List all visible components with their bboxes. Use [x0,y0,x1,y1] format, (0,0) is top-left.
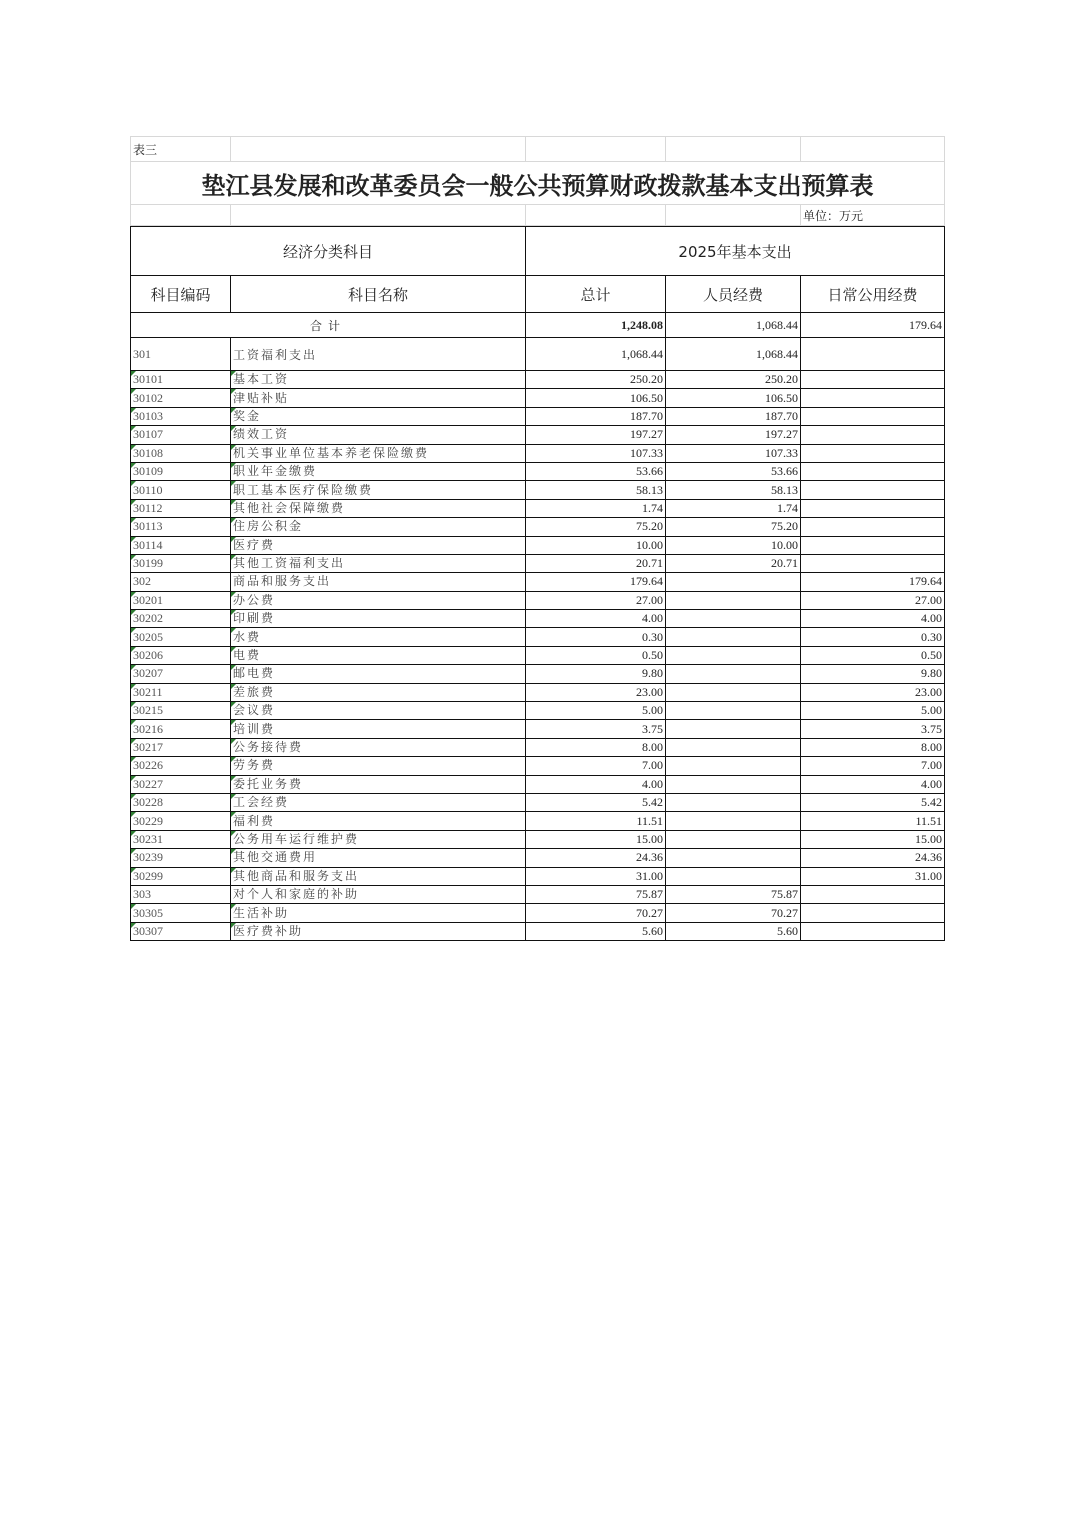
row-personnel [666,849,801,867]
row-total: 0.50 [526,646,666,664]
row-code: 30112 [131,499,231,517]
total-total: 1,248.08 [526,313,666,338]
row-name: 电费 [231,646,526,664]
table-row [131,665,945,683]
row-total: 107.33 [526,444,666,462]
row-code: 30239 [131,849,231,867]
row-total: 27.00 [526,591,666,609]
row-personnel: 106.50 [666,389,801,407]
row-personnel [666,775,801,793]
row-personnel: 58.13 [666,481,801,499]
row-name: 职业年金缴费 [231,462,526,480]
row-total: 4.00 [526,610,666,628]
row-total: 75.20 [526,518,666,536]
table-row [131,702,945,720]
table-row [131,573,945,591]
table-row [131,554,945,572]
row-total: 75.87 [526,885,666,903]
row-public [801,499,945,517]
table-row [131,499,945,517]
row-code: 30206 [131,646,231,664]
row-personnel [666,665,801,683]
row-name: 职工基本医疗保险缴费 [231,481,526,499]
row-public [801,389,945,407]
header-public: 日常公用经费 [801,276,945,313]
row-name: 工资福利支出 [231,338,526,371]
row-name: 住房公积金 [231,518,526,536]
header-total: 总计 [526,276,666,313]
row-public: 0.50 [801,646,945,664]
row-code: 30305 [131,904,231,922]
row-name: 会议费 [231,702,526,720]
row-total: 8.00 [526,738,666,756]
row-personnel [666,573,801,591]
row-name: 其他工资福利支出 [231,554,526,572]
row-name: 培训费 [231,720,526,738]
table-row [131,793,945,811]
row-code: 30103 [131,407,231,425]
row-total: 5.42 [526,793,666,811]
header-economic-classification: 经济分类科目 [131,227,526,276]
row-public: 8.00 [801,738,945,756]
row-name: 工会经费 [231,793,526,811]
row-code: 30307 [131,922,231,940]
row-public [801,904,945,922]
row-name: 医疗费补助 [231,922,526,940]
row-personnel: 250.20 [666,371,801,389]
row-personnel [666,646,801,664]
row-code: 30107 [131,426,231,444]
table-row [131,922,945,940]
row-code: 30226 [131,757,231,775]
row-personnel [666,610,801,628]
header-personnel: 人员经费 [666,276,801,313]
row-public [801,518,945,536]
row-public: 5.00 [801,702,945,720]
row-code: 301 [131,338,231,371]
row-public [801,885,945,903]
row-personnel: 1.74 [666,499,801,517]
row-name: 劳务费 [231,757,526,775]
table-row [131,481,945,499]
row-personnel: 5.60 [666,922,801,940]
row-personnel: 10.00 [666,536,801,554]
row-code: 30110 [131,481,231,499]
row-total: 23.00 [526,683,666,701]
table-row [131,775,945,793]
row-name: 机关事业单位基本养老保险缴费 [231,444,526,462]
row-total: 15.00 [526,830,666,848]
row-personnel [666,683,801,701]
row-code: 30113 [131,518,231,536]
row-public [801,462,945,480]
row-total: 106.50 [526,389,666,407]
row-code: 302 [131,573,231,591]
row-total: 9.80 [526,665,666,683]
row-name: 奖金 [231,407,526,425]
table-row [131,338,945,371]
row-total: 11.51 [526,812,666,830]
row-public [801,426,945,444]
table-row [131,738,945,756]
row-name: 委托业务费 [231,775,526,793]
row-code: 30199 [131,554,231,572]
row-code: 30108 [131,444,231,462]
table-row [131,610,945,628]
table-row [131,518,945,536]
row-name: 水费 [231,628,526,646]
row-personnel: 107.33 [666,444,801,462]
table-row [131,371,945,389]
row-public: 0.30 [801,628,945,646]
table-row [131,389,945,407]
row-personnel [666,591,801,609]
table-row [131,757,945,775]
row-personnel [666,738,801,756]
table-row [131,720,945,738]
row-name: 公务接待费 [231,738,526,756]
row-total: 5.00 [526,702,666,720]
row-code: 30215 [131,702,231,720]
unit-label: 单位：万元 [801,205,945,226]
total-personnel: 1,068.44 [666,313,801,338]
row-public: 4.00 [801,775,945,793]
row-personnel [666,867,801,885]
row-total: 10.00 [526,536,666,554]
row-name: 津贴补贴 [231,389,526,407]
sheet-label: 表三 [131,137,231,162]
row-total: 53.66 [526,462,666,480]
table-row [131,885,945,903]
row-personnel: 53.66 [666,462,801,480]
table-row [131,536,945,554]
table-row [131,407,945,425]
row-personnel [666,812,801,830]
row-total: 250.20 [526,371,666,389]
table-row [131,426,945,444]
row-public: 31.00 [801,867,945,885]
row-total: 31.00 [526,867,666,885]
row-total: 58.13 [526,481,666,499]
table-row [131,867,945,885]
row-total: 5.60 [526,922,666,940]
row-personnel: 187.70 [666,407,801,425]
row-public: 23.00 [801,683,945,701]
total-label: 合计 [131,313,526,338]
header-code: 科目编码 [131,276,231,313]
total-row [131,313,945,338]
row-name: 对个人和家庭的补助 [231,885,526,903]
row-code: 30217 [131,738,231,756]
budget-table [130,226,945,941]
row-code: 30114 [131,536,231,554]
row-code: 30216 [131,720,231,738]
row-name: 其他交通费用 [231,849,526,867]
row-code: 303 [131,885,231,903]
row-code: 30299 [131,867,231,885]
row-public: 3.75 [801,720,945,738]
row-personnel: 197.27 [666,426,801,444]
table-row [131,591,945,609]
row-name: 生活补助 [231,904,526,922]
row-name: 邮电费 [231,665,526,683]
row-total: 187.70 [526,407,666,425]
table-row [131,812,945,830]
total-public: 179.64 [801,313,945,338]
row-total: 0.30 [526,628,666,646]
header-basic-expenditure: 2025年基本支出 [526,227,945,276]
row-code: 30201 [131,591,231,609]
row-public: 179.64 [801,573,945,591]
row-total: 4.00 [526,775,666,793]
row-code: 30207 [131,665,231,683]
row-name: 医疗费 [231,536,526,554]
row-code: 30231 [131,830,231,848]
row-total: 1,068.44 [526,338,666,371]
row-personnel [666,830,801,848]
row-public [801,922,945,940]
row-public: 4.00 [801,610,945,628]
row-total: 70.27 [526,904,666,922]
table-row [131,628,945,646]
row-personnel: 20.71 [666,554,801,572]
row-name: 办公费 [231,591,526,609]
row-code: 30228 [131,793,231,811]
row-name: 差旅费 [231,683,526,701]
table-row [131,849,945,867]
row-personnel [666,793,801,811]
row-name: 绩效工资 [231,426,526,444]
row-personnel [666,628,801,646]
row-public: 15.00 [801,830,945,848]
row-code: 30109 [131,462,231,480]
row-code: 30205 [131,628,231,646]
row-name: 其他社会保障缴费 [231,499,526,517]
row-public: 5.42 [801,793,945,811]
row-public [801,536,945,554]
row-public: 11.51 [801,812,945,830]
row-code: 30202 [131,610,231,628]
table-row [131,646,945,664]
row-public [801,481,945,499]
row-total: 7.00 [526,757,666,775]
header-name: 科目名称 [231,276,526,313]
row-name: 公务用车运行维护费 [231,830,526,848]
row-total: 1.74 [526,499,666,517]
budget-sheet [130,136,944,941]
row-public [801,554,945,572]
row-personnel: 75.87 [666,885,801,903]
row-code: 30227 [131,775,231,793]
row-public: 7.00 [801,757,945,775]
row-public [801,407,945,425]
row-code: 30229 [131,812,231,830]
table-row [131,830,945,848]
row-name: 福利费 [231,812,526,830]
row-personnel: 1,068.44 [666,338,801,371]
row-total: 179.64 [526,573,666,591]
row-public [801,444,945,462]
row-public: 24.36 [801,849,945,867]
table-row [131,462,945,480]
table-row [131,683,945,701]
row-personnel: 75.20 [666,518,801,536]
row-name: 基本工资 [231,371,526,389]
row-personnel [666,702,801,720]
row-total: 197.27 [526,426,666,444]
table-row [131,904,945,922]
row-public: 27.00 [801,591,945,609]
row-public [801,371,945,389]
row-personnel [666,757,801,775]
row-name: 印刷费 [231,610,526,628]
row-code: 30211 [131,683,231,701]
row-public: 9.80 [801,665,945,683]
table-row [131,444,945,462]
row-name: 商品和服务支出 [231,573,526,591]
row-total: 20.71 [526,554,666,572]
page-title: 垫江县发展和改革委员会一般公共预算财政拨款基本支出预算表 [131,162,945,205]
sheet-header-table [130,136,945,226]
row-personnel [666,720,801,738]
row-public [801,338,945,371]
row-total: 24.36 [526,849,666,867]
row-total: 3.75 [526,720,666,738]
row-personnel: 70.27 [666,904,801,922]
row-code: 30101 [131,371,231,389]
row-code: 30102 [131,389,231,407]
row-name: 其他商品和服务支出 [231,867,526,885]
